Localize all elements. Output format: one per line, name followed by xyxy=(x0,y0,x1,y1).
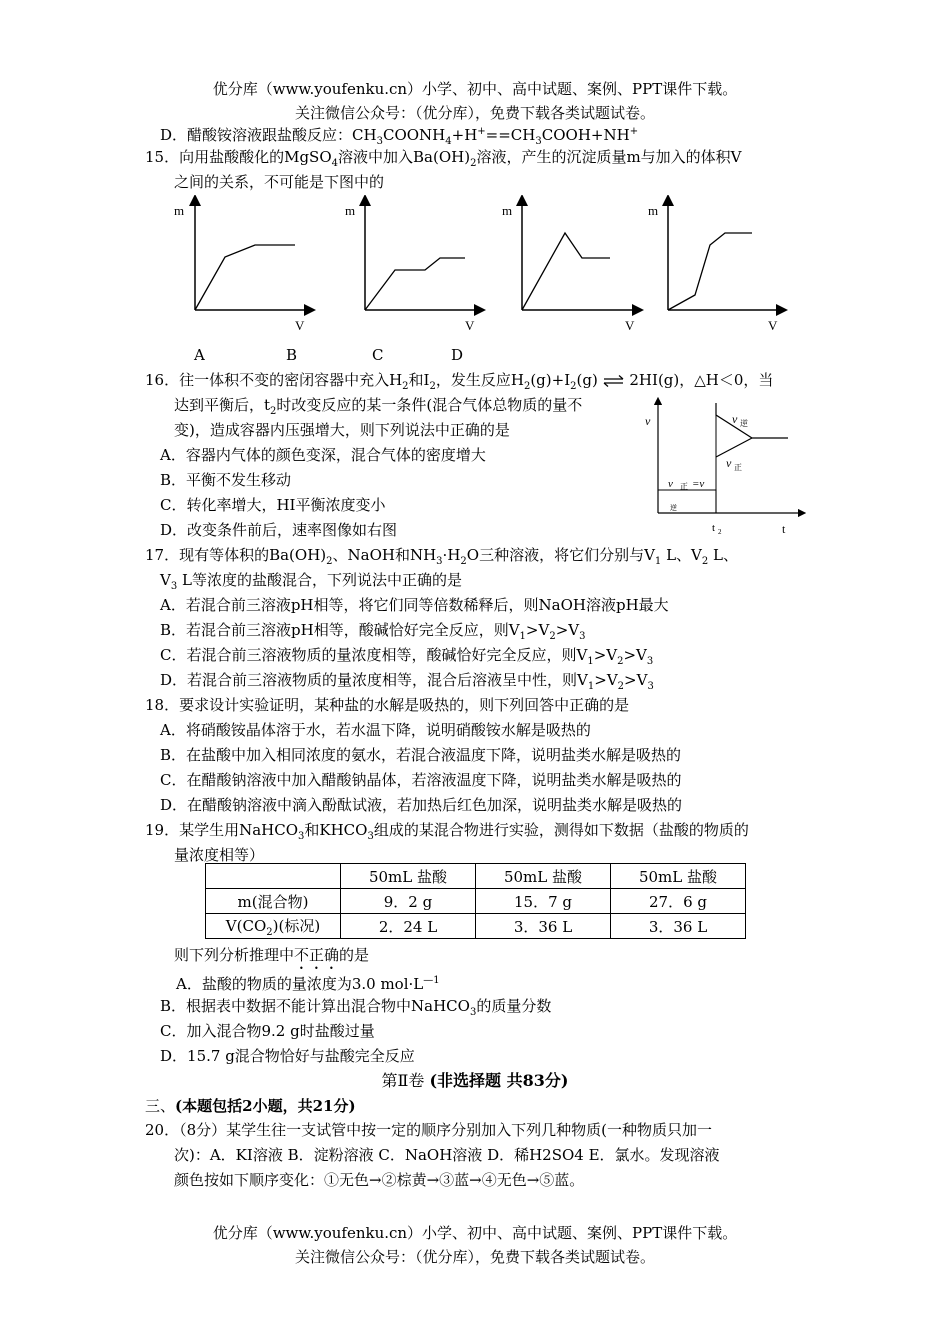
q19-data-table xyxy=(205,863,746,939)
q19-option-a: A．盐酸的物质的量浓度为3.0 $mol\cdot L^{—1}$ xyxy=(176,975,440,993)
footer-line2: 关注微信公众号：（优分库），免费下载各类试题试卷。 xyxy=(294,1248,655,1266)
q16-option-c: C．转化率增大，HI平衡浓度变小 xyxy=(160,496,386,514)
q18-option-b: B．在盐酸中加入相同浓度的氨水，若混合液温度下降，说明盐类水解是吸热的 xyxy=(160,746,682,764)
q19-stem-line2: 量浓度相等） xyxy=(174,846,265,864)
q16-option-a: A．容器内气体的颜色变深，混合气体的密度增大 xyxy=(160,446,486,464)
svg-text:v: v xyxy=(726,456,732,470)
graph-c xyxy=(502,200,638,333)
graph-a-ylabel: m xyxy=(174,203,185,218)
equilibrium-arrow-icon xyxy=(603,375,625,387)
svg-text:t: t xyxy=(712,522,716,534)
q16-option-b: B．平衡不发生移动 xyxy=(160,471,292,489)
q20-line1: 20．（8分）某学生往一支试管中按一定的顺序分别加入下列几种物质(一种物质只加一 xyxy=(145,1121,712,1139)
label-b: B xyxy=(286,346,298,364)
graph-c-xlabel: V xyxy=(625,318,635,333)
q15-stem: 15．向用盐酸酸化的MgSO$_4$溶液中加入$Ba(OH)_2$溶液，产生的沉淀质量m与加入的体积V xyxy=(145,148,742,169)
q16-stem-line1: 16．往一体积不变的密闭容器中充入$H_2$和$I_2$，发生反应$H_2(g)+I_2(g)$ 2HI(g)，△H＜0，当 xyxy=(145,371,774,392)
header-line1: 优分库（www.youfenku.cn）小学、初中、高中试题、案例、PPT课件下载。 xyxy=(212,80,738,98)
q17-stem-line1: 17．现有等体积的$Ba(OH)_2$、NaOH和$NH_3\cdot H_2O$三种溶液，将它们分别与$V_1$ L、$V_2$ L、 xyxy=(145,546,738,567)
label-c: C xyxy=(372,346,384,364)
q18-stem: 18．要求设计实验证明，某种盐的水解是吸热的，则下列回答中正确的是 xyxy=(145,696,630,714)
q17-stem-line2: $V_3$ L等浓度的盐酸混合，下列说法中正确的是 xyxy=(160,571,462,592)
section-title: 第Ⅱ卷 (非选择题 共83分) xyxy=(381,1071,569,1090)
rate-graph-xlabel: t xyxy=(782,522,786,536)
graph-d xyxy=(648,200,782,333)
graph-b-ylabel: m xyxy=(345,203,356,218)
graph-b-xlabel: V xyxy=(465,318,475,333)
q19-option-d: D．15.7 g混合物恰好与盐酸完全反应 xyxy=(160,1047,415,1065)
graph-b xyxy=(345,200,480,333)
label-d: D xyxy=(451,346,464,364)
q16-stem-line2: 达到平衡后，$t_2$时改变反应的某一条件(混合气体总物质的量不 xyxy=(174,396,583,417)
header-line2: 关注微信公众号：（优分库），免费下载各类试题试卷。 xyxy=(294,104,655,122)
part-three-title: 三、(本题包括2小题，共21分) xyxy=(145,1097,356,1115)
q18-option-d: D．在醋酸钠溶液中滴入酚酞试液，若加热后红色加深，说明盐类水解是吸热的 xyxy=(160,796,683,814)
graph-d-ylabel: m xyxy=(648,203,659,218)
q16-rate-graph xyxy=(640,395,810,540)
q19-option-b: B．根据表中数据不能计算出混合物中NaHCO$_3$的质量分数 xyxy=(160,997,552,1018)
table-header-row: 50mL 盐酸 50mL 盐酸 50mL 盐酸 xyxy=(206,864,746,889)
rate-graph-ylabel: v xyxy=(645,414,651,428)
q15-stem-line2: 之间的关系，不可能是下图中的 xyxy=(174,173,385,191)
svg-text:正: 正 xyxy=(734,463,742,472)
graph-a-xlabel: V xyxy=(295,318,305,333)
svg-text:逆: 逆 xyxy=(670,504,677,512)
q19-stem-line1: 19．某学生用NaHCO$_3$和$KHCO_3$组成的某混合物进行实验，测得如下数据（盐酸的物质的 xyxy=(145,821,749,842)
graph-a xyxy=(174,200,310,333)
q15-graphs xyxy=(160,195,820,345)
q18-option-a: A．将硝酸铵晶体溶于水，若水温下降，说明硝酸铵水解是吸热的 xyxy=(160,721,591,739)
svg-text:=v: =v xyxy=(692,478,705,490)
svg-text:正: 正 xyxy=(680,482,688,491)
table-row: $V(CO_2)$(标况) 2．24 L 3．36 L 3．36 L xyxy=(206,914,746,939)
graph-c-ylabel: m xyxy=(502,203,513,218)
svg-text:2: 2 xyxy=(718,528,722,536)
graph-d-xlabel: V xyxy=(768,318,778,333)
q17-option-c: C．若混合前三溶液物质的量浓度相等，酸碱恰好完全反应，则$V_1>V_2>V_3$ xyxy=(160,646,654,667)
svg-text:v: v xyxy=(668,478,673,490)
table-row: m(混合物) 9．2 g 15．7 g 27．6 g xyxy=(206,889,746,914)
q16-option-d: D．改变条件前后，速率图像如右图 xyxy=(160,521,398,539)
q20-line2: 次)：A．KI溶液 B．淀粉溶液 C．NaOH溶液 D．稀H2SO4 E．氯水。发现溶液 xyxy=(174,1146,720,1164)
q18-option-c: C．在醋酸钠溶液中加入醋酸钠晶体，若溶液温度下降，说明盐类水解是吸热的 xyxy=(160,771,682,789)
q16-stem-line3: 变)，造成容器内压强增大，则下列说法中正确的是 xyxy=(174,421,510,439)
svg-text:逆: 逆 xyxy=(740,419,748,428)
svg-text:v: v xyxy=(732,412,738,426)
q20-line3: 颜色按如下顺序变化：①无色→②棕黄→③蓝→④无色→⑤蓝。 xyxy=(174,1171,585,1189)
q17-option-d: D．若混合前三溶液物质的量浓度相等，混合后溶液呈中性，则$V_1>V_2>V_3$ xyxy=(160,671,654,692)
q17-option-a: A．若混合前三溶液pH相等，将它们同等倍数稀释后，则NaOH溶液pH最大 xyxy=(160,596,669,614)
label-a: A xyxy=(194,346,205,364)
q19-question: 则下列分析推理中不正确的是 xyxy=(174,946,370,964)
q14-option-d: D．醋酸铵溶液跟盐酸反应：$CH_3COONH_4+H^+==CH_3COOH+NH^+$ xyxy=(160,126,639,147)
q17-option-b: B．若混合前三溶液pH相等，酸碱恰好完全反应，则$V_1>V_2>V_3$ xyxy=(160,621,586,642)
q19-option-c: C．加入混合物9.2 g时盐酸过量 xyxy=(160,1022,375,1040)
footer-line1: 优分库（www.youfenku.cn）小学、初中、高中试题、案例、PPT课件下载。 xyxy=(212,1224,738,1242)
